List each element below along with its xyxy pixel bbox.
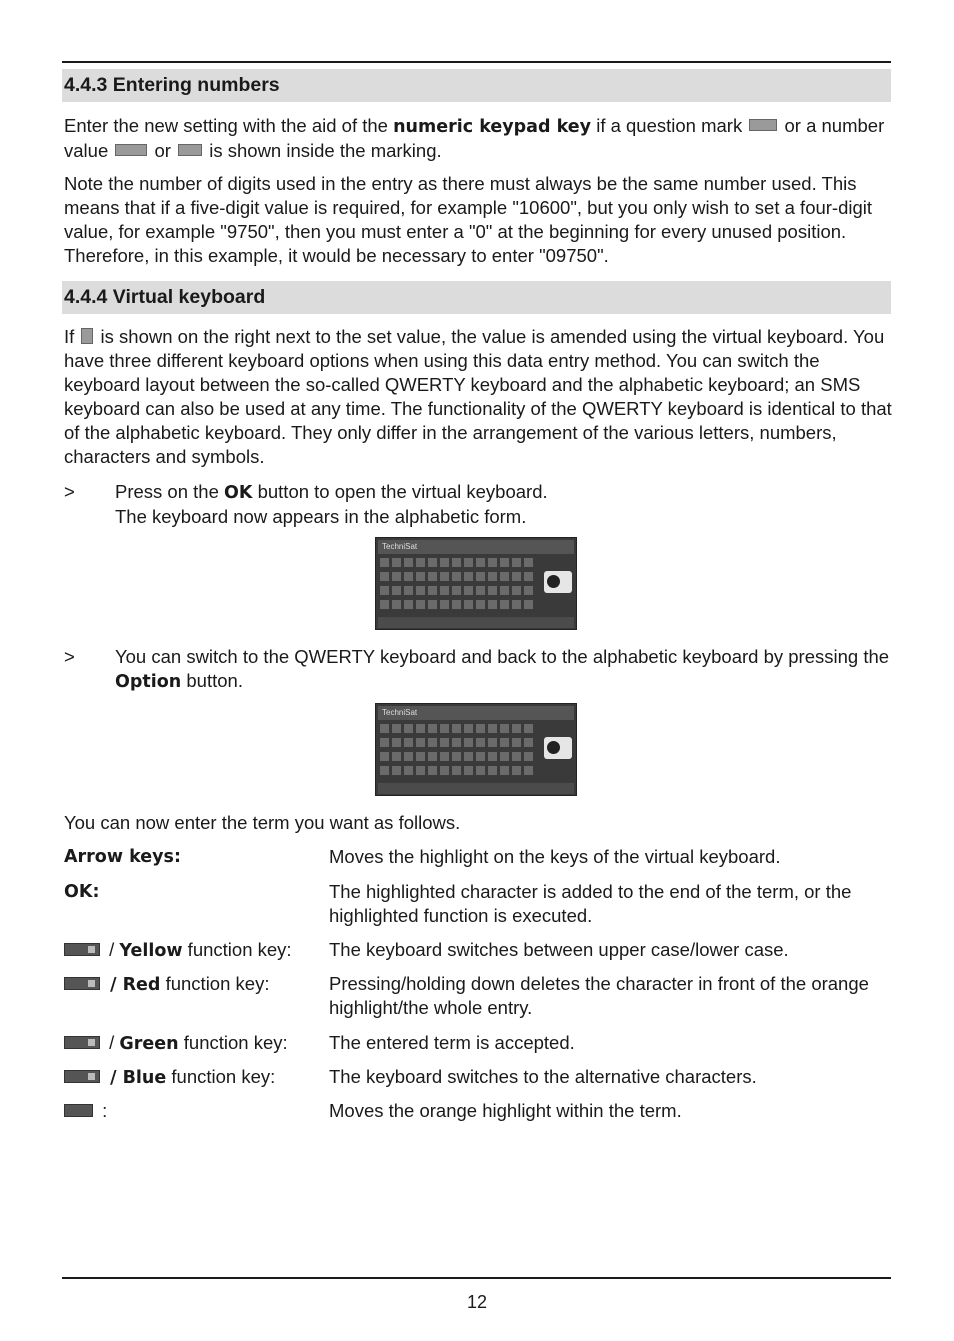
keyboard-key [452, 600, 461, 609]
text-span: button to open the virtual keyboard. [252, 481, 548, 502]
keyboard-key [488, 600, 497, 609]
keyboard-function-key [544, 571, 572, 593]
paragraph-intro: You can now enter the term you want as follows. [64, 812, 461, 833]
keyboard-key [500, 558, 509, 567]
keyboard-key [416, 738, 425, 747]
keyboard-key [428, 766, 437, 775]
text-span: function key: [182, 939, 292, 960]
row-description: Moves the orange highlight within the term. [329, 1100, 682, 1121]
keyboard-key [464, 558, 473, 567]
yellow-key-label: Yellow [119, 941, 183, 961]
keyboard-key [380, 752, 389, 761]
key-grid [380, 558, 540, 616]
row-description: Moves the highlight on the keys of the virtual keyboard. [329, 846, 781, 867]
keyboard-key [380, 600, 389, 609]
row-label [64, 972, 269, 997]
keyboard-key [500, 586, 509, 595]
keyboard-key [416, 600, 425, 609]
keyboard-key [416, 572, 425, 581]
text-span: function key: [178, 1032, 288, 1053]
keyboard-indicator-icon [81, 328, 93, 344]
keyboard-key [464, 724, 473, 733]
row-description: The entered term is accepted. [329, 1032, 575, 1053]
keyboard-key [476, 586, 485, 595]
keyboard-function-key [544, 737, 572, 759]
cursor-keys-icon [64, 1104, 93, 1117]
step-text [115, 480, 892, 529]
row-label: Arrow keys: [64, 847, 181, 867]
keyboard-key [452, 752, 461, 761]
text-span: is shown inside the marking. [204, 140, 442, 161]
keyboard-key [452, 738, 461, 747]
keyboard-key [428, 586, 437, 595]
green-key-label: Green [119, 1034, 179, 1054]
separator: / [104, 1032, 120, 1053]
keyboard-key [440, 766, 449, 775]
number-value-field-icon [115, 144, 147, 156]
keyboard-key [488, 586, 497, 595]
keyboard-key [524, 586, 533, 595]
keyboard-key [392, 600, 401, 609]
keyboard-key [392, 738, 401, 747]
row-label [64, 1065, 275, 1090]
row-label [64, 938, 292, 963]
text-span: Enter the new setting with the aid of the [64, 115, 394, 136]
keyboard-key [452, 572, 461, 581]
section-heading-virtual-keyboard: 4.4.4 Virtual keyboard [62, 281, 891, 314]
section-heading-entering-numbers: 4.4.3 Entering numbers [62, 69, 891, 102]
keyboard-key [440, 558, 449, 567]
keyboard-key [500, 752, 509, 761]
row-label [64, 1099, 107, 1123]
keyboard-key [380, 738, 389, 747]
keyboard-key [428, 572, 437, 581]
keyboard-key [476, 752, 485, 761]
keyboard-key [464, 738, 473, 747]
keyboard-key [476, 558, 485, 567]
alphabetic-keyboard-screenshot [375, 537, 577, 630]
keyboard-key [512, 600, 521, 609]
screen-bottom-bar [378, 783, 574, 794]
keyboard-key [476, 766, 485, 775]
keyboard-key [524, 752, 533, 761]
keyboard-key [428, 600, 437, 609]
top-rule [62, 61, 891, 63]
ok-button-term: OK [224, 483, 253, 503]
keyboard-key [524, 572, 533, 581]
keyboard-key [404, 752, 413, 761]
keyboard-key [524, 738, 533, 747]
text-span: if a question mark [591, 115, 748, 136]
delete-button-icon [64, 977, 100, 990]
keyboard-key [476, 738, 485, 747]
keyboard-key [404, 558, 413, 567]
keyboard-key [488, 724, 497, 733]
keyboard-key [524, 600, 533, 609]
keyboard-key [380, 558, 389, 567]
text-span: button. [181, 670, 243, 691]
keyboard-key [500, 600, 509, 609]
keyboard-key [392, 558, 401, 567]
keyboard-key [392, 724, 401, 733]
keyboard-key [380, 572, 389, 581]
keyboard-key [476, 600, 485, 609]
keyboard-key [428, 738, 437, 747]
keyboard-key [416, 724, 425, 733]
text-span: You can switch to the QWERTY keyboard and back to the alphabetic keyboard by pressing the [115, 646, 890, 667]
step-open-keyboard [64, 480, 892, 528]
bold-term: numeric keypad key [393, 117, 592, 137]
keyboard-key [440, 586, 449, 595]
row-label [64, 1031, 288, 1056]
keyboard-key [404, 724, 413, 733]
alternative-characters-button-icon [64, 1070, 100, 1083]
keyboard-key [404, 766, 413, 775]
keyboard-key [428, 724, 437, 733]
keyboard-key [512, 724, 521, 733]
paragraph-virtual-keyboard [64, 325, 892, 469]
keyboard-key [464, 586, 473, 595]
step-marker: > [64, 481, 75, 502]
keyboard-key [428, 752, 437, 761]
keyboard-key [392, 586, 401, 595]
keyboard-key [512, 572, 521, 581]
key-grid [380, 724, 540, 782]
keyboard-key [404, 586, 413, 595]
keyboard-key [452, 558, 461, 567]
step-marker: > [64, 646, 75, 667]
keyboard-key [404, 600, 413, 609]
keyboard-key [380, 724, 389, 733]
keyboard-key [512, 752, 521, 761]
keyboard-key [440, 752, 449, 761]
keyboard-key [512, 586, 521, 595]
step-switch-layout [64, 645, 892, 693]
keyboard-key [416, 766, 425, 775]
keyboard-key [500, 724, 509, 733]
keyboard-key [440, 738, 449, 747]
keyboard-key [416, 558, 425, 567]
text-span: function key: [166, 1066, 276, 1087]
paragraph-numeric-keypad [64, 114, 892, 163]
keyboard-key [440, 724, 449, 733]
keyboard-key [416, 586, 425, 595]
screen-bottom-bar [378, 617, 574, 628]
bottom-rule [62, 1277, 891, 1279]
keyboard-key [524, 558, 533, 567]
case-toggle-button-icon [64, 943, 100, 956]
keyboard-key [500, 766, 509, 775]
keyboard-key [488, 738, 497, 747]
keyboard-key [404, 572, 413, 581]
page-number: 12 [466, 1292, 488, 1312]
text-span: function key: [160, 973, 270, 994]
screen-title: TechniSat [378, 706, 574, 720]
row-label: OK: [64, 882, 100, 902]
qwerty-keyboard-screenshot [375, 703, 577, 796]
separator: / [104, 975, 123, 995]
row-description: The highlighted character is added to the end of the term, or the highlighted function is executed. [329, 881, 852, 926]
separator: : [97, 1100, 108, 1121]
text-span: or a number value [64, 115, 885, 161]
keyboard-key [452, 766, 461, 775]
separator: / [104, 939, 120, 960]
digit-field-icon [178, 144, 202, 156]
keyboard-key [512, 558, 521, 567]
row-description: The keyboard switches to the alternative characters. [329, 1066, 757, 1087]
keyboard-key [488, 766, 497, 775]
text-span: or [149, 140, 177, 161]
accept-button-icon [64, 1036, 100, 1049]
keyboard-key [392, 752, 401, 761]
text-span: is shown on the right next to the set value, the value is amended using the virtual keyboard. You have three different keyboard options when using this data entry method. You can switch the keyboard layout between the so-called QWERTY keyboard and the alphabetic keyboard; an SMS keyboard can also be used at any time. The functionality of the QWERTY keyboard is identical to that of the alphabetic keyboard. They only differ in the arrangement of the various letters, numbers, characters and symbols. [64, 326, 892, 467]
keyboard-key [476, 572, 485, 581]
keyboard-key [404, 738, 413, 747]
text-span: If [64, 326, 80, 347]
keyboard-key [428, 558, 437, 567]
keyboard-key [500, 572, 509, 581]
keyboard-key [488, 752, 497, 761]
paragraph-digit-count: Note the number of digits used in the entry as there must always be the same number used. This means that if a five-digit value is required, for example "10600", but you only wish to set a four-digit value, for example "9750", then you must enter a "0" at the beginning for every unused position. Therefore, in this example, it would be necessary to enter "09750". [64, 173, 873, 266]
keyboard-key [464, 752, 473, 761]
step-text [115, 645, 892, 694]
separator: / [104, 1068, 123, 1088]
keyboard-key [464, 766, 473, 775]
keyboard-key [464, 600, 473, 609]
row-description: The keyboard switches between upper case/lower case. [329, 939, 789, 960]
keyboard-key [440, 572, 449, 581]
keyboard-key [440, 600, 449, 609]
keyboard-key [512, 766, 521, 775]
keyboard-key [464, 572, 473, 581]
keyboard-key [380, 766, 389, 775]
keyboard-key [416, 752, 425, 761]
row-description: Pressing/holding down deletes the character in front of the orange highlight/the whole entry. [329, 973, 869, 1018]
keyboard-key [488, 572, 497, 581]
keyboard-key [512, 738, 521, 747]
screen-title: TechniSat [378, 540, 574, 554]
text-span: Press on the [115, 481, 225, 502]
keyboard-key [500, 738, 509, 747]
keyboard-key [524, 724, 533, 733]
option-button-term: Option [115, 672, 182, 692]
keyboard-key [488, 558, 497, 567]
red-key-label: Red [122, 975, 161, 995]
keyboard-key [392, 572, 401, 581]
keyboard-key [452, 586, 461, 595]
question-mark-field-icon [749, 119, 777, 131]
keyboard-key [452, 724, 461, 733]
keyboard-key [392, 766, 401, 775]
blue-key-label: Blue [122, 1068, 167, 1088]
keyboard-key [524, 766, 533, 775]
text-span: The keyboard now appears in the alphabetic form. [115, 506, 527, 527]
keyboard-key [476, 724, 485, 733]
keyboard-key [380, 586, 389, 595]
